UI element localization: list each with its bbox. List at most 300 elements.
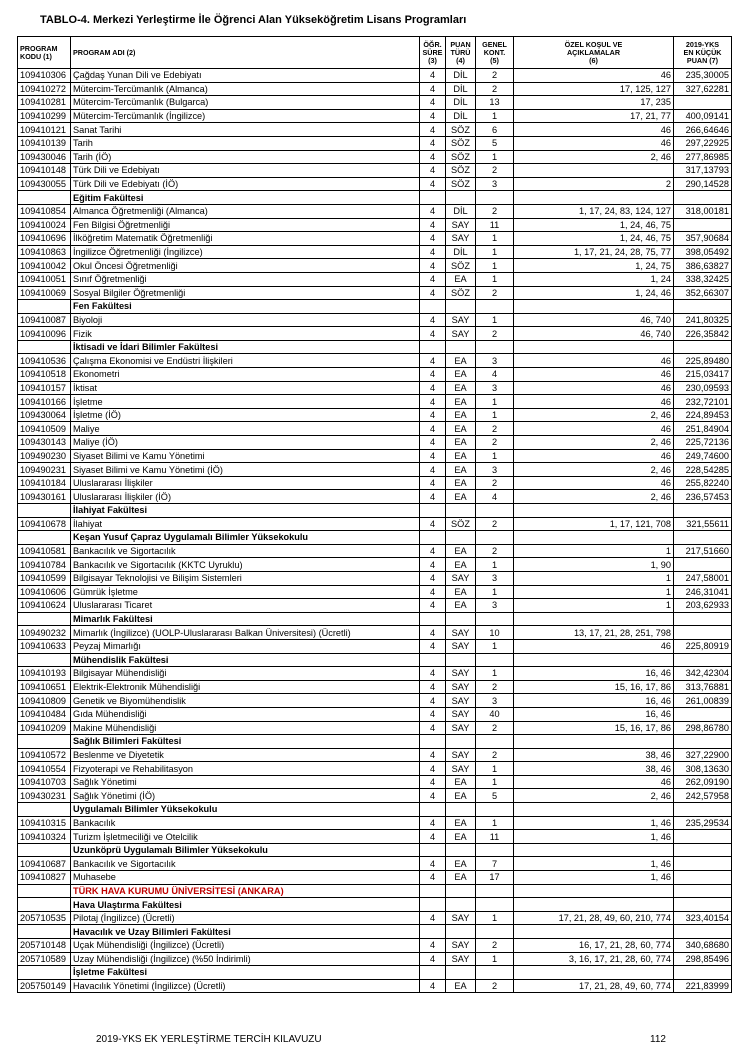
score-type: SÖZ <box>446 123 476 137</box>
program-name: Sağlık Yönetimi <box>71 775 420 789</box>
program-duration: 4 <box>420 626 446 640</box>
special-conditions: 3, 16, 17, 21, 28, 60, 774 <box>514 952 674 966</box>
program-name: Çağdaş Yunan Dili ve Edebiyatı <box>71 69 420 83</box>
faculty-row <box>18 504 732 518</box>
empty-cell <box>674 803 732 817</box>
program-row <box>18 680 732 694</box>
empty-cell <box>514 340 674 354</box>
program-code: 109410624 <box>18 599 71 613</box>
score-type: EA <box>446 354 476 368</box>
special-conditions: 1, 24 <box>514 272 674 286</box>
min-score: 226,35842 <box>674 327 732 341</box>
program-row <box>18 952 732 966</box>
empty-cell <box>514 531 674 545</box>
program-duration: 4 <box>420 245 446 259</box>
program-name: Uluslararası İlişkiler <box>71 476 420 490</box>
score-type: EA <box>446 422 476 436</box>
empty-cell <box>18 966 71 980</box>
special-conditions: 38, 46 <box>514 762 674 776</box>
score-type: EA <box>446 830 476 844</box>
program-name: Bankacılık <box>71 816 420 830</box>
special-conditions: 2, 46 <box>514 490 674 504</box>
empty-cell <box>476 735 514 749</box>
score-type: EA <box>446 789 476 803</box>
program-row <box>18 816 732 830</box>
empty-cell <box>476 191 514 205</box>
empty-cell <box>476 300 514 314</box>
program-code: 109410572 <box>18 748 71 762</box>
special-conditions: 2 <box>514 177 674 191</box>
quota: 1 <box>476 667 514 681</box>
program-duration: 4 <box>420 490 446 504</box>
program-row <box>18 327 732 341</box>
quota: 1 <box>476 449 514 463</box>
score-type: EA <box>446 381 476 395</box>
faculty-row <box>18 653 732 667</box>
empty-cell <box>18 653 71 667</box>
program-duration: 4 <box>420 109 446 123</box>
score-type: SAY <box>446 939 476 953</box>
program-duration: 4 <box>420 476 446 490</box>
program-duration: 4 <box>420 136 446 150</box>
empty-cell <box>674 843 732 857</box>
program-duration: 4 <box>420 558 446 572</box>
program-code: 109410069 <box>18 286 71 300</box>
quota: 2 <box>476 476 514 490</box>
score-type: SAY <box>446 952 476 966</box>
program-duration: 4 <box>420 150 446 164</box>
min-score: 251,84904 <box>674 422 732 436</box>
program-code: 109410606 <box>18 585 71 599</box>
program-code: 109410854 <box>18 204 71 218</box>
program-name: Mütercim-Tercümanlık (Almanca) <box>71 82 420 96</box>
score-type: SAY <box>446 911 476 925</box>
program-duration: 4 <box>420 789 446 803</box>
special-conditions: 1, 17, 21, 24, 28, 75, 77 <box>514 245 674 259</box>
quota: 17 <box>476 871 514 885</box>
min-score: 340,68680 <box>674 939 732 953</box>
program-code: 109410121 <box>18 123 71 137</box>
special-conditions: 17, 235 <box>514 96 674 110</box>
empty-cell <box>420 843 446 857</box>
program-name: Sağlık Yönetimi (İÖ) <box>71 789 420 803</box>
empty-cell <box>674 884 732 898</box>
program-row <box>18 354 732 368</box>
empty-cell <box>674 966 732 980</box>
program-code: 109430143 <box>18 436 71 450</box>
program-name: Genetik ve Biyomühendislik <box>71 694 420 708</box>
special-conditions: 46 <box>514 639 674 653</box>
empty-cell <box>514 843 674 857</box>
program-duration: 4 <box>420 96 446 110</box>
min-score: 327,62281 <box>674 82 732 96</box>
min-score <box>674 830 732 844</box>
program-code: 205710589 <box>18 952 71 966</box>
program-name: Bankacılık ve Sigortacılık <box>71 857 420 871</box>
program-code: 109410157 <box>18 381 71 395</box>
empty-cell <box>18 504 71 518</box>
program-row <box>18 150 732 164</box>
empty-cell <box>446 925 476 939</box>
footer-guide-title: 2019-YKS EK YERLEŞTİRME TERCİH KILAVUZU <box>96 1034 322 1045</box>
special-conditions: 46 <box>514 775 674 789</box>
min-score: 308,13630 <box>674 762 732 776</box>
quota: 3 <box>476 354 514 368</box>
score-type: EA <box>446 408 476 422</box>
program-code: 109410827 <box>18 871 71 885</box>
empty-cell <box>420 966 446 980</box>
faculty-name: Fen Fakültesi <box>71 300 420 314</box>
program-duration: 4 <box>420 952 446 966</box>
program-code: 109410599 <box>18 571 71 585</box>
special-conditions: 1, 17, 24, 83, 124, 127 <box>514 204 674 218</box>
program-row <box>18 571 732 585</box>
score-type: EA <box>446 476 476 490</box>
min-score: 232,72101 <box>674 395 732 409</box>
program-row <box>18 871 732 885</box>
special-conditions: 46, 740 <box>514 327 674 341</box>
min-score: 215,03417 <box>674 368 732 382</box>
program-code: 109410484 <box>18 707 71 721</box>
program-row <box>18 123 732 137</box>
program-code: 109410209 <box>18 721 71 735</box>
program-code: 109410536 <box>18 354 71 368</box>
quota: 1 <box>476 816 514 830</box>
program-name: Sosyal Bilgiler Öğretmenliği <box>71 286 420 300</box>
faculty-row <box>18 735 732 749</box>
special-conditions: 1, 46 <box>514 857 674 871</box>
empty-cell <box>514 966 674 980</box>
program-duration: 4 <box>420 544 446 558</box>
score-type: SAY <box>446 313 476 327</box>
special-conditions: 46 <box>514 422 674 436</box>
program-code: 109410281 <box>18 96 71 110</box>
score-type: EA <box>446 544 476 558</box>
program-duration: 4 <box>420 639 446 653</box>
faculty-name: Sağlık Bilimleri Fakültesi <box>71 735 420 749</box>
score-type: SAY <box>446 327 476 341</box>
quota: 11 <box>476 218 514 232</box>
score-type: EA <box>446 599 476 613</box>
empty-cell <box>476 925 514 939</box>
quota: 2 <box>476 680 514 694</box>
special-conditions: 1 <box>514 585 674 599</box>
special-conditions: 46 <box>514 381 674 395</box>
program-code: 109410306 <box>18 69 71 83</box>
program-name: Fizik <box>71 327 420 341</box>
program-duration: 4 <box>420 395 446 409</box>
special-conditions: 2, 46 <box>514 150 674 164</box>
score-type: SAY <box>446 232 476 246</box>
program-row <box>18 82 732 96</box>
special-conditions: 16, 46 <box>514 694 674 708</box>
program-name: Uçak Mühendisliği (İngilizce) (Ücretli) <box>71 939 420 953</box>
empty-cell <box>514 803 674 817</box>
header-name: PROGRAM ADI (2) <box>71 37 420 69</box>
empty-cell <box>476 884 514 898</box>
empty-cell <box>514 735 674 749</box>
program-name: Bankacılık ve Sigortacılık (KKTC Uyruklu) <box>71 558 420 572</box>
header-puan: PUAN TÜRÜ (4) <box>446 37 476 69</box>
empty-cell <box>446 966 476 980</box>
program-row <box>18 707 732 721</box>
empty-cell <box>514 612 674 626</box>
table-body <box>18 69 732 993</box>
university-name: TÜRK HAVA KURUMU ÜNİVERSİTESİ (ANKARA) <box>71 884 420 898</box>
special-conditions: 46 <box>514 476 674 490</box>
empty-cell <box>446 504 476 518</box>
empty-cell <box>446 300 476 314</box>
program-row <box>18 164 732 178</box>
score-type: EA <box>446 490 476 504</box>
program-duration: 4 <box>420 313 446 327</box>
empty-cell <box>514 504 674 518</box>
quota: 1 <box>476 558 514 572</box>
quota: 2 <box>476 327 514 341</box>
quota: 2 <box>476 939 514 953</box>
quota: 1 <box>476 259 514 273</box>
program-row <box>18 830 732 844</box>
empty-cell <box>674 300 732 314</box>
program-row <box>18 422 732 436</box>
score-type: EA <box>446 463 476 477</box>
min-score: 342,42304 <box>674 667 732 681</box>
program-name: İşletme (İÖ) <box>71 408 420 422</box>
special-conditions: 38, 46 <box>514 748 674 762</box>
score-type: SAY <box>446 626 476 640</box>
score-type: EA <box>446 816 476 830</box>
min-score <box>674 558 732 572</box>
empty-cell <box>674 191 732 205</box>
program-name: Siyaset Bilimi ve Kamu Yönetimi (İÖ) <box>71 463 420 477</box>
program-duration: 4 <box>420 871 446 885</box>
program-code: 109410315 <box>18 816 71 830</box>
faculty-name: Hava Ulaştırma Fakültesi <box>71 898 420 912</box>
special-conditions: 16, 17, 21, 28, 60, 774 <box>514 939 674 953</box>
quota: 6 <box>476 123 514 137</box>
score-type: SAY <box>446 694 476 708</box>
program-duration: 4 <box>420 830 446 844</box>
special-conditions: 2, 46 <box>514 463 674 477</box>
quota: 2 <box>476 204 514 218</box>
program-code: 109410784 <box>18 558 71 572</box>
special-conditions: 2, 46 <box>514 789 674 803</box>
min-score <box>674 857 732 871</box>
program-row <box>18 259 732 273</box>
program-name: Sınıf Öğretmenliği <box>71 272 420 286</box>
special-conditions: 1, 46 <box>514 871 674 885</box>
min-score <box>674 871 732 885</box>
program-row <box>18 69 732 83</box>
empty-cell <box>420 340 446 354</box>
special-conditions: 1 <box>514 571 674 585</box>
header-kosul: ÖZEL KOŞUL VE AÇIKLAMALAR (6) <box>514 37 674 69</box>
empty-cell <box>420 191 446 205</box>
faculty-name: Mimarlık Fakültesi <box>71 612 420 626</box>
empty-cell <box>514 884 674 898</box>
min-score: 217,51660 <box>674 544 732 558</box>
quota: 1 <box>476 232 514 246</box>
empty-cell <box>420 884 446 898</box>
program-name: Biyoloji <box>71 313 420 327</box>
min-score <box>674 218 732 232</box>
program-name: Fizyoterapi ve Rehabilitasyon <box>71 762 420 776</box>
score-type: DİL <box>446 204 476 218</box>
header-kont: GENEL KONT. (5) <box>476 37 514 69</box>
score-type: SAY <box>446 680 476 694</box>
empty-cell <box>446 803 476 817</box>
score-type: DİL <box>446 109 476 123</box>
quota: 1 <box>476 952 514 966</box>
special-conditions: 2, 46 <box>514 408 674 422</box>
program-duration: 4 <box>420 571 446 585</box>
program-name: Bilgisayar Teknolojisi ve Bilişim Sistemleri <box>71 571 420 585</box>
min-score: 297,22925 <box>674 136 732 150</box>
min-score: 203,62933 <box>674 599 732 613</box>
program-duration: 4 <box>420 123 446 137</box>
program-name: Elektrik-Elektronik Mühendisliği <box>71 680 420 694</box>
program-row <box>18 408 732 422</box>
quota: 2 <box>476 422 514 436</box>
faculty-row <box>18 898 732 912</box>
min-score: 327,22900 <box>674 748 732 762</box>
program-name: İlköğretim Matematik Öğretmenliği <box>71 232 420 246</box>
program-row <box>18 245 732 259</box>
header-code: PROGRAM KODU (1) <box>18 37 71 69</box>
program-name: Maliye (İÖ) <box>71 436 420 450</box>
score-type: DİL <box>446 96 476 110</box>
program-name: Havacılık Yönetimi (İngilizce) (Ücretli) <box>71 979 420 993</box>
empty-cell <box>420 803 446 817</box>
university-row <box>18 884 732 898</box>
score-type: SÖZ <box>446 150 476 164</box>
faculty-name: Havacılık ve Uzay Bilimleri Fakültesi <box>71 925 420 939</box>
program-code: 109410554 <box>18 762 71 776</box>
program-row <box>18 381 732 395</box>
program-code: 109490232 <box>18 626 71 640</box>
special-conditions: 17, 21, 77 <box>514 109 674 123</box>
min-score: 266,64646 <box>674 123 732 137</box>
score-type: EA <box>446 585 476 599</box>
program-row <box>18 639 732 653</box>
empty-cell <box>514 653 674 667</box>
min-score: 398,05492 <box>674 245 732 259</box>
faculty-row <box>18 925 732 939</box>
quota: 3 <box>476 599 514 613</box>
program-row <box>18 272 732 286</box>
score-type: DİL <box>446 69 476 83</box>
faculty-row <box>18 340 732 354</box>
program-code: 205710535 <box>18 911 71 925</box>
empty-cell <box>18 884 71 898</box>
min-score: 261,00839 <box>674 694 732 708</box>
program-duration: 4 <box>420 585 446 599</box>
program-row <box>18 368 732 382</box>
special-conditions: 46 <box>514 123 674 137</box>
special-conditions: 46 <box>514 368 674 382</box>
program-code: 109410863 <box>18 245 71 259</box>
quota: 2 <box>476 748 514 762</box>
program-name: Uluslararası İlişkiler (İÖ) <box>71 490 420 504</box>
quota: 1 <box>476 585 514 599</box>
quota: 1 <box>476 150 514 164</box>
program-row <box>18 626 732 640</box>
min-score: 318,00181 <box>674 204 732 218</box>
program-code: 109410184 <box>18 476 71 490</box>
min-score: 400,09141 <box>674 109 732 123</box>
score-type: EA <box>446 449 476 463</box>
program-row <box>18 436 732 450</box>
empty-cell <box>18 898 71 912</box>
special-conditions: 46 <box>514 136 674 150</box>
program-duration: 4 <box>420 177 446 191</box>
quota: 1 <box>476 245 514 259</box>
score-type: DİL <box>446 82 476 96</box>
score-type: EA <box>446 857 476 871</box>
program-code: 109410096 <box>18 327 71 341</box>
empty-cell <box>476 898 514 912</box>
program-row <box>18 721 732 735</box>
program-duration: 4 <box>420 354 446 368</box>
special-conditions: 1, 17, 121, 708 <box>514 517 674 531</box>
empty-cell <box>446 843 476 857</box>
quota: 2 <box>476 286 514 300</box>
empty-cell <box>420 653 446 667</box>
program-code: 109430055 <box>18 177 71 191</box>
program-duration: 4 <box>420 272 446 286</box>
program-code: 109430064 <box>18 408 71 422</box>
min-score: 221,83999 <box>674 979 732 993</box>
empty-cell <box>420 531 446 545</box>
special-conditions: 17, 125, 127 <box>514 82 674 96</box>
program-duration: 4 <box>420 368 446 382</box>
min-score: 298,86780 <box>674 721 732 735</box>
program-duration: 4 <box>420 599 446 613</box>
faculty-name: İşletme Fakültesi <box>71 966 420 980</box>
program-code: 109410051 <box>18 272 71 286</box>
empty-cell <box>514 300 674 314</box>
empty-cell <box>446 898 476 912</box>
program-duration: 4 <box>420 82 446 96</box>
min-score: 230,09593 <box>674 381 732 395</box>
special-conditions: 1, 46 <box>514 830 674 844</box>
quota: 2 <box>476 164 514 178</box>
quota: 1 <box>476 313 514 327</box>
quota: 1 <box>476 272 514 286</box>
program-code: 109410139 <box>18 136 71 150</box>
faculty-name: Eğitim Fakültesi <box>71 191 420 205</box>
program-name: Tarih (İÖ) <box>71 150 420 164</box>
program-duration: 4 <box>420 667 446 681</box>
program-duration: 4 <box>420 463 446 477</box>
special-conditions: 1, 24, 46, 75 <box>514 232 674 246</box>
min-score: 228,54285 <box>674 463 732 477</box>
table-title: TABLO-4. Merkezi Yerleştirme İle Öğrenci Alan Yükseköğretim Lisans Programları <box>40 14 467 26</box>
program-code: 109490230 <box>18 449 71 463</box>
program-duration: 4 <box>420 939 446 953</box>
program-name: Bankacılık ve Sigortacılık <box>71 544 420 558</box>
header-en-kucuk: 2019-YKS EN KÜÇÜK PUAN (7) <box>674 37 732 69</box>
quota: 5 <box>476 136 514 150</box>
empty-cell <box>514 925 674 939</box>
program-duration: 4 <box>420 680 446 694</box>
program-name: Tarih <box>71 136 420 150</box>
program-name: İşletme <box>71 395 420 409</box>
quota: 1 <box>476 408 514 422</box>
min-score: 225,80919 <box>674 639 732 653</box>
special-conditions: 1, 46 <box>514 816 674 830</box>
program-row <box>18 96 732 110</box>
